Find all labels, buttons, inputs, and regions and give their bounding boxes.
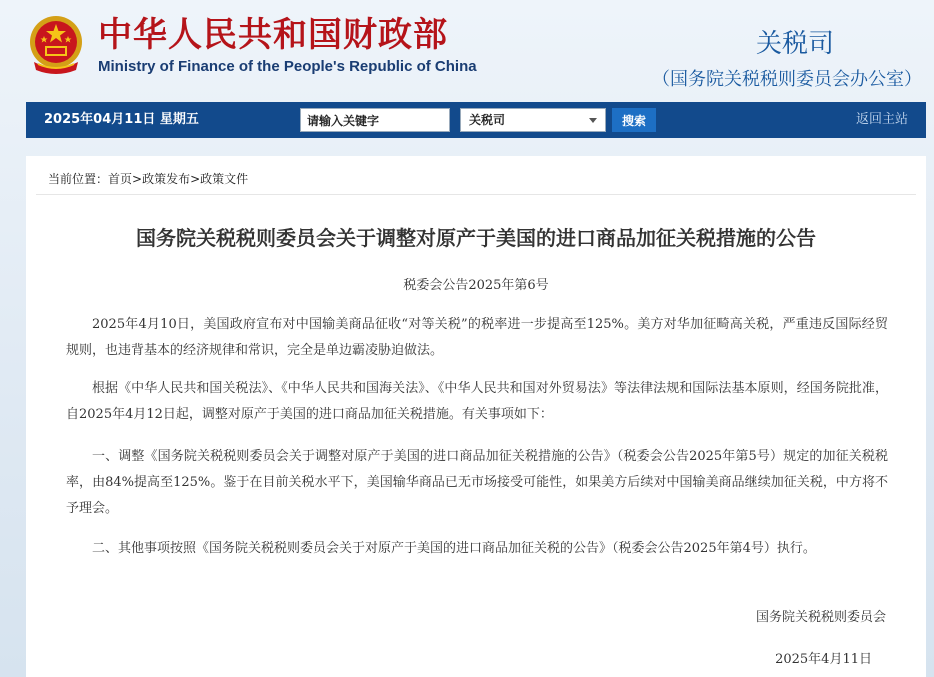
department-select[interactable] <box>460 108 606 132</box>
site-en-name: Ministry of Finance of the People's Republic of China <box>98 58 477 75</box>
content-panel <box>26 156 926 677</box>
breadcrumb <box>48 170 248 188</box>
search-button[interactable]: 搜索 <box>612 108 656 132</box>
site-header <box>0 0 934 100</box>
breadcrumb-divider <box>36 194 916 195</box>
department-subtitle: （国务院关税税则委员会办公室） <box>652 69 922 90</box>
article-sign-date: 2025年4月11日 <box>775 652 872 667</box>
article-signer: 国务院关税税则委员会 <box>755 610 886 625</box>
chevron-down-icon <box>589 118 597 123</box>
national-emblem-icon <box>28 14 84 76</box>
article-paragraph-3: 一、调整《国务院关税税则委员会关于调整对原产于美国的进口商品加征关税措施的公告》（税委会公告2025年第5号）规定的加征关税税率，由84%提高至125%。鉴于在目前关税水平下，美国输华商品已无市场接受可能性，如果美方后续对中国输美商品继续加征关税，中方将不予理会。 <box>66 449 888 516</box>
department-select-value: 关税司 <box>469 113 506 127</box>
article-paragraph-1: 2025年4月10日，美国政府宣布对中国输美商品征收“对等关税”的税率进一步提高至125%。美方对华加征畸高关税，严重违反国际经贸规则，也违背基本的经济规律和常识，完全是单边霸凌胁迫做法。 <box>66 317 888 358</box>
site-cn-name: 中华人民共和国财政部 <box>98 15 448 55</box>
search-input[interactable] <box>300 108 450 132</box>
breadcrumb-separator: > <box>132 172 143 186</box>
breadcrumb-separator: > <box>190 172 201 186</box>
breadcrumb-prefix: 当前位置： <box>48 172 109 186</box>
department-title: 关税司 <box>755 29 834 59</box>
nav-bar <box>26 102 926 138</box>
breadcrumb-policy[interactable]: 政策发布 <box>142 172 191 186</box>
breadcrumb-docs[interactable]: 政策文件 <box>200 172 249 186</box>
article-paragraph-2: 根据《中华人民共和国关税法》、《中华人民共和国海关法》、《中华人民共和国对外贸易法》等法律法规和国际法基本原则，经国务院批准，自2025年4月12日起，调整对原产于美国的进口商品加征关税措施。有关事项如下： <box>66 381 888 422</box>
breadcrumb-home[interactable]: 首页 <box>108 172 133 186</box>
return-home-link[interactable]: 返回主站 <box>855 112 908 127</box>
article-paragraph-4: 二、其他事项按照《国务院关税税则委员会关于对原产于美国的进口商品加征关税的公告》（税委会公告2025年第4号）执行。 <box>92 541 816 556</box>
current-date: 2025年04月11日 星期五 <box>44 112 199 127</box>
article-title: 国务院关税税则委员会关于调整对原产于美国的进口商品加征关税措施的公告 <box>136 226 816 250</box>
article-number: 税委会公告2025年第6号 <box>403 278 549 293</box>
